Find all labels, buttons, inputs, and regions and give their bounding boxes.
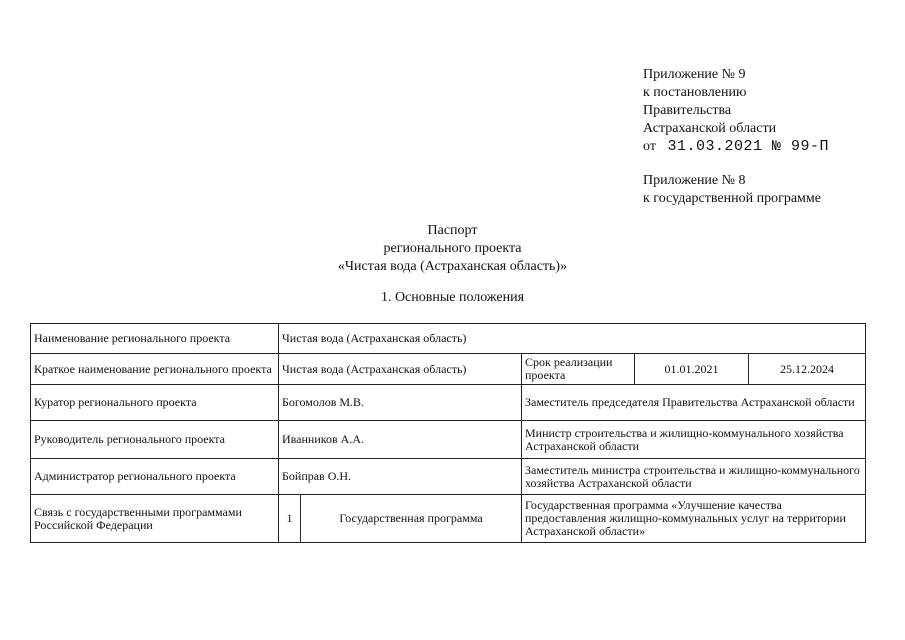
project-name: «Чистая вода (Астраханская область)» [337, 259, 568, 274]
table-row [31, 385, 866, 421]
project-title-value: Чистая вода (Астраханская область) [279, 324, 866, 354]
appendix-9-date [643, 138, 829, 156]
leader-position: Министр строительства и жилищно-коммунального хозяйства Астраханской области [522, 421, 866, 459]
appendix-8-line: к государственной программе [643, 191, 821, 206]
program-type: Государственная программа [301, 495, 522, 543]
program-number: 1 [279, 495, 301, 543]
passport-table [30, 323, 866, 543]
short-name-value: Чистая вода (Астраханская область) [279, 354, 522, 385]
row-label: Администратор регионального проекта [31, 459, 279, 495]
row-label: Связь с государственными программами Российской Федерации [31, 495, 279, 543]
start-date: 01.01.2021 [635, 354, 749, 385]
row-label: Куратор регионального проекта [31, 385, 279, 421]
table-row [31, 421, 866, 459]
date-stamp: 31.03.2021 № 99-П [667, 138, 829, 155]
table-row [31, 459, 866, 495]
end-date: 25.12.2024 [749, 354, 866, 385]
row-label: Краткое наименование регионального проекта [31, 354, 279, 385]
table-row [31, 324, 866, 354]
row-label: Наименование регионального проекта [31, 324, 279, 354]
appendix-9-line: к постановлению [643, 85, 747, 100]
doc-subtitle: регионального проекта [383, 241, 522, 256]
leader-name: Иванников А.А. [279, 421, 522, 459]
appendix-9-line: Правительства [643, 103, 732, 118]
admin-position: Заместитель министра строительства и жилищно-коммунального хозяйства Астраханской области [522, 459, 866, 495]
program-name: Государственная программа «Улучшение качества предоставления жилищно-коммунальных услуг на территории Астраханской области» [522, 495, 866, 543]
curator-position: Заместитель председателя Правительства Астраханской области [522, 385, 866, 421]
table-row [31, 495, 866, 543]
curator-name: Богомолов М.В. [279, 385, 522, 421]
section-heading: 1. Основные положения [380, 290, 525, 305]
row-label: Руководитель регионального проекта [31, 421, 279, 459]
appendix-9-title: Приложение № 9 [643, 67, 746, 82]
term-label: Срок реализации проекта [522, 354, 635, 385]
date-prefix: от [643, 139, 656, 154]
appendix-8-title: Приложение № 8 [643, 173, 746, 188]
appendix-9-line: Астраханской области [643, 121, 777, 136]
table-row [31, 354, 866, 385]
admin-name: Бойправ О.Н. [279, 459, 522, 495]
doc-title: Паспорт [427, 223, 478, 238]
